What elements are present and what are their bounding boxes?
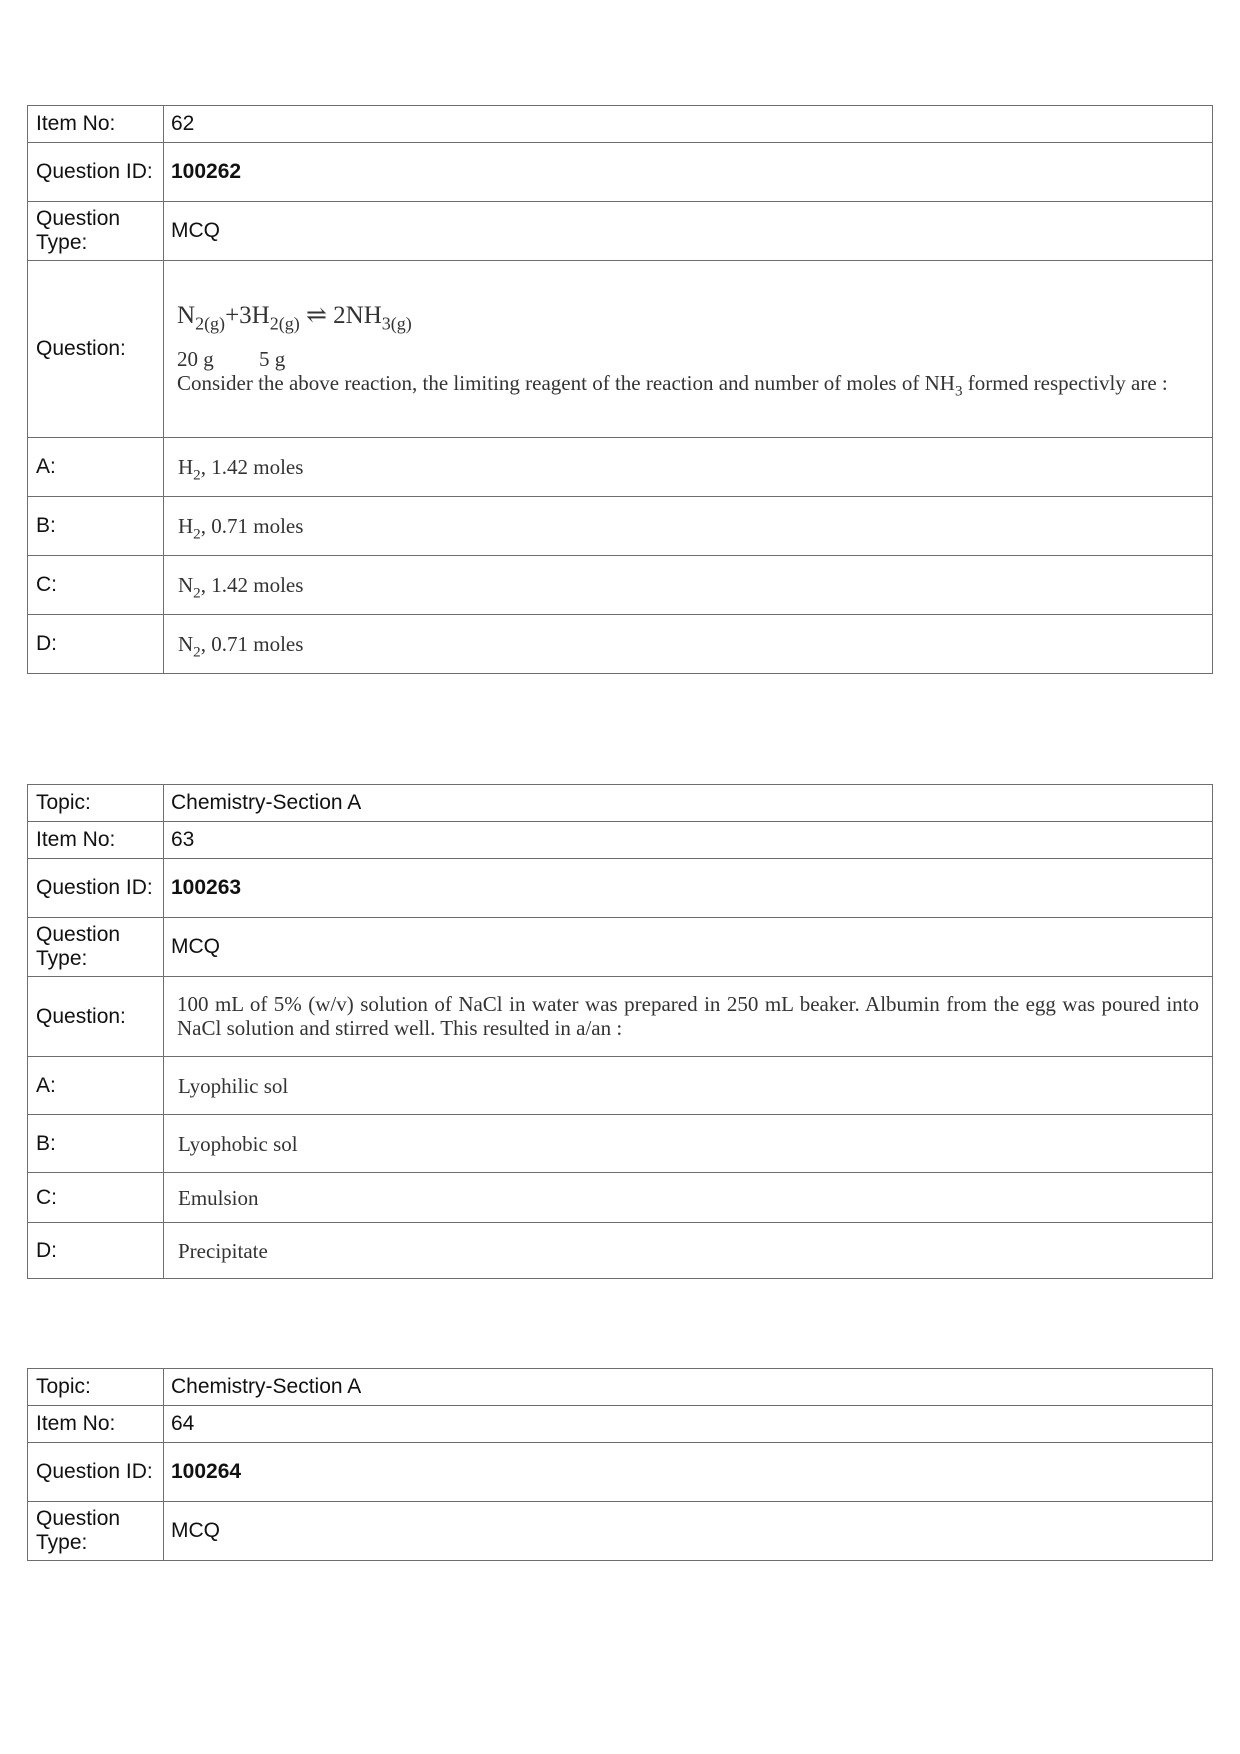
question-type-label: Question Type: (28, 1502, 164, 1561)
question-type-value: MCQ (164, 1502, 1213, 1561)
reaction-equation: $N_{2(g)}+3H_{2(g)}$ ⇌ $2NH_{3(g)}$ (177, 302, 412, 334)
option-d: Precipitate (164, 1223, 1213, 1279)
question-63-table (27, 784, 1213, 1279)
option-a: Lyophilic sol (164, 1057, 1213, 1115)
question-id-value: 100264 (164, 1443, 1213, 1502)
item-no-value: 63 (164, 822, 1213, 859)
question-id-value: 100263 (164, 859, 1213, 918)
question-id-label: Question ID: (28, 1443, 164, 1502)
question-sentence: Consider the above reaction, the limiting reagent of the reaction and number of moles of $NH_3$ formed respectivly are : (177, 371, 1168, 400)
topic-label: Topic: (28, 785, 164, 822)
topic-label: Topic: (28, 1369, 164, 1406)
option-c-label: C: (28, 1173, 164, 1223)
item-no-value: 64 (164, 1406, 1213, 1443)
option-d-label: D: (28, 615, 164, 674)
question-type-label: Question Type: (28, 202, 164, 261)
mass-h2: 5 g (259, 347, 286, 371)
question-id-label: Question ID: (28, 859, 164, 918)
option-b: $H_2$, 0.71 moles (164, 497, 1213, 556)
option-a-label: A: (28, 1057, 164, 1115)
option-a: $H_2$, 1.42 moles (164, 438, 1213, 497)
topic-value: Chemistry-Section A (164, 1369, 1213, 1406)
item-no-label: Item No: (28, 106, 164, 143)
option-b-label: B: (28, 1115, 164, 1173)
question-type-label: Question Type: (28, 918, 164, 977)
question-type-value: MCQ (164, 918, 1213, 977)
option-c-label: C: (28, 556, 164, 615)
question-text (164, 261, 1213, 438)
option-b: Lyophobic sol (164, 1115, 1213, 1173)
option-b-label: B: (28, 497, 164, 556)
reactant-masses (177, 347, 1199, 371)
question-id-label: Question ID: (28, 143, 164, 202)
mass-n2: 20 g (177, 347, 214, 371)
question-label: Question: (28, 977, 164, 1057)
item-no-label: Item No: (28, 1406, 164, 1443)
question-type-value: MCQ (164, 202, 1213, 261)
topic-value: Chemistry-Section A (164, 785, 1213, 822)
question-64-table (27, 1368, 1213, 1561)
question-text: 100 mL of 5% (w/v) solution of NaCl in water was prepared in 250 mL beaker. Albumin from the egg was poured into NaCl solution and stirred well. This resulted in a/an : (164, 977, 1213, 1057)
option-c: Emulsion (164, 1173, 1213, 1223)
question-id-value: 100262 (164, 143, 1213, 202)
question-62-table (27, 105, 1213, 674)
item-no-label: Item No: (28, 822, 164, 859)
item-no-value: 62 (164, 106, 1213, 143)
option-d: $N_2$, 0.71 moles (164, 615, 1213, 674)
option-a-label: A: (28, 438, 164, 497)
option-c: $N_2$, 1.42 moles (164, 556, 1213, 615)
option-d-label: D: (28, 1223, 164, 1279)
question-label: Question: (28, 261, 164, 438)
